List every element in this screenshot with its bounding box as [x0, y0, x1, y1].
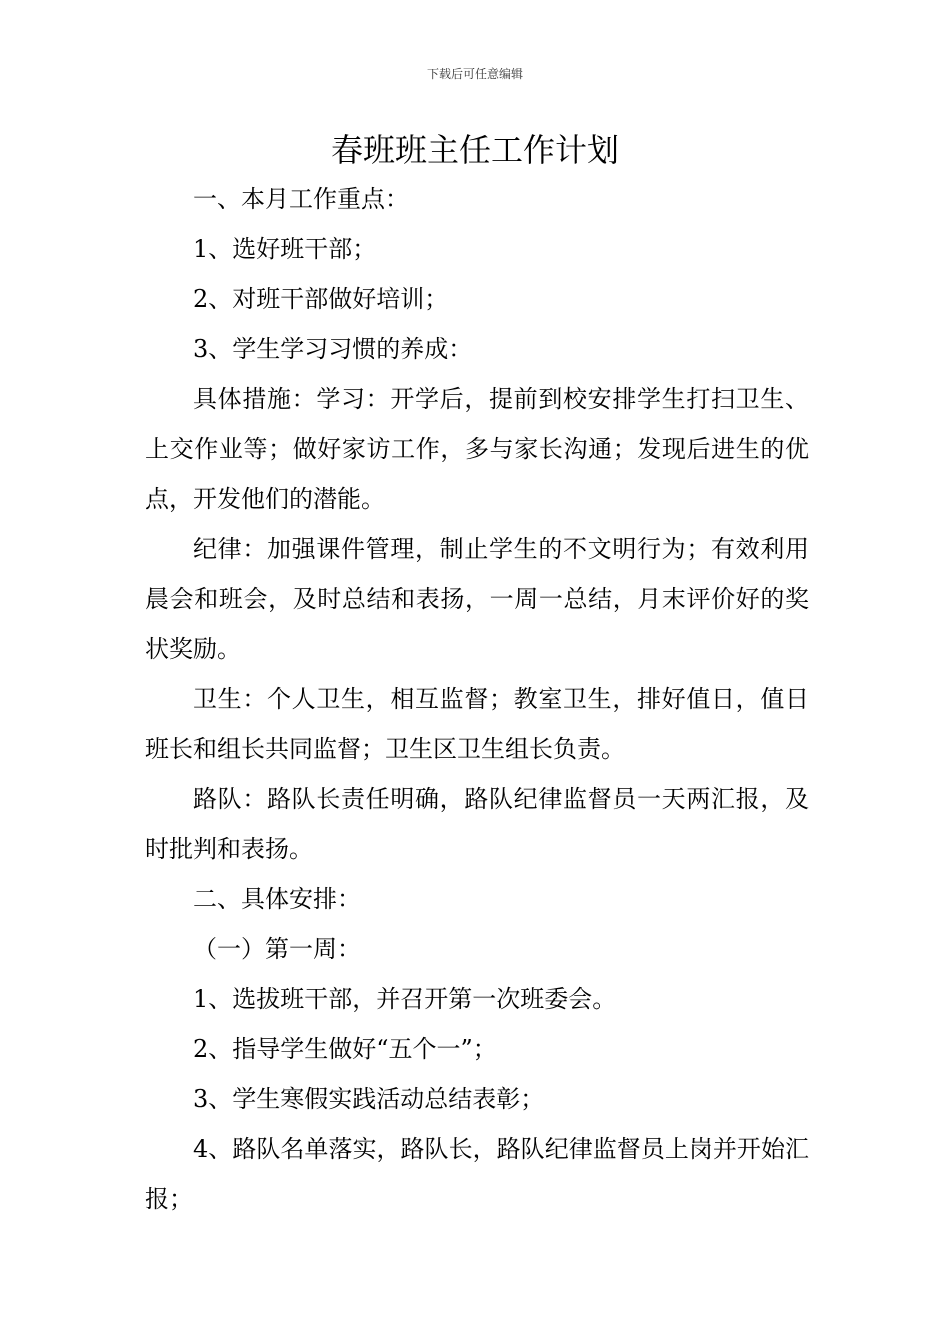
- paragraph-item-3: 3、学生学习习惯的养成：: [193, 335, 473, 363]
- paragraph-week-one-item-1: 1、选拔班干部，并召开第一次班委会。: [193, 985, 617, 1013]
- paragraph-item-2: 2、对班干部做好培训；: [193, 285, 449, 313]
- paragraph-week-one-heading: （一）第一周：: [193, 935, 361, 963]
- paragraph-week-one-item-3: 3、学生寒假实践活动总结表彰；: [193, 1085, 545, 1113]
- header-note: 下载后可任意编辑: [426, 67, 523, 81]
- paragraph-section-two-heading: 二、具体安排：: [193, 885, 361, 913]
- paragraph-item-1: 1、选好班干部；: [193, 235, 377, 263]
- paragraph-week-one-item-2: 2、指导学生做好“五个一”；: [193, 1035, 497, 1063]
- paragraph-measures-study: 具体措施：学习：开学后，提前到校安排学生打扫卫生、上交作业等；做好家访工作，多与家长沟通；发现后进生的优点，开发他们的潜能。: [145, 385, 809, 513]
- paragraph-section-one-heading: 一、本月工作重点：: [193, 185, 409, 213]
- paragraph-measures-road-team: 路队：路队长责任明确，路队纪律监督员一天两汇报，及时批判和表扬。: [145, 785, 809, 863]
- paragraph-week-one-item-4: 4、路队名单落实，路队长，路队纪律监督员上岗并开始汇报；: [145, 1135, 809, 1213]
- paragraph-measures-hygiene: 卫生：个人卫生，相互监督；教室卫生，排好值日，值日班长和组长共同监督；卫生区卫生组长负责。: [145, 685, 809, 763]
- document-title: 春班班主任工作计划: [330, 131, 619, 169]
- document-body: [145, 174, 809, 1224]
- paragraph-measures-discipline: 纪律：加强课件管理，制止学生的不文明行为；有效利用晨会和班会，及时总结和表扬，一周一总结，月末评价好的奖状奖励。: [145, 535, 809, 663]
